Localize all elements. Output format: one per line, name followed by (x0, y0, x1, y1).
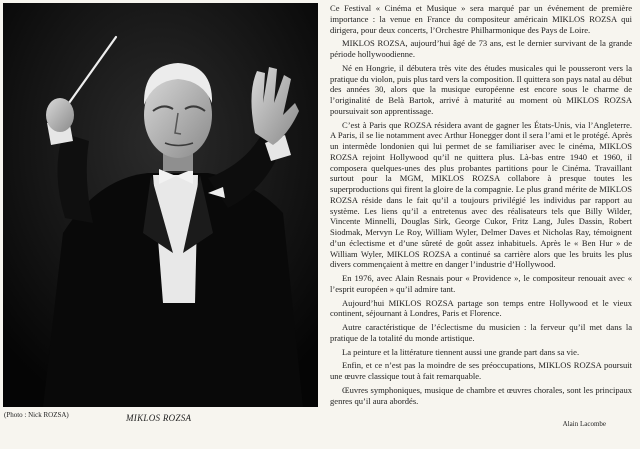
article-paragraph: Enfin, et ce n’est pas la moindre de ses préoccupations, MIKLOS ROZSA poursuit une œuvre classique tout à fait remarquable. (330, 360, 632, 381)
photo-credit: (Photo : Nick ROZSA) (4, 411, 69, 419)
article-paragraph: Aujourd’hui MIKLOS ROZSA partage son temps entre Hollywood et le vieux continent, séjournant à Londres, Paris et Florence. (330, 297, 632, 319)
article-paragraph: C’est à Paris que ROZSA résidera avant de gagner les États-Unis, via l’Angleterre. A Paris, il se lie notamment avec Arthur Honegger dont il sera l’ami et le protégé. Après un intermède londonien qui lui permet de se familiariser avec le cinéma, MIKLOS ROZSA rejoint Hollywood qu’il ne quittera plus. Là-bas entre 1940 et 1960, il composera quelques-unes des plus probantes partitions pour le Cinéma. Travaillant surtout pour la MGM, MIKLOS ROZSA collabore à presque toutes les superproductions qui firent la gloire de la compagnie. Le plus grand mérite de MIKLOS ROZSA réside dans le fait qu’il a toujours privilégié les individus par rapport au système. Les liens qu’il a entretenus avec des réalisateurs tels que Billy Wilder, Vincente Minnelli, Douglas Sirk, George Cukor, Fritz Lang, Jules Dassin, Robert Siodmak, Mervyn Le Roy, William Wyler, Delmer Daves et Nicholas Ray, témoignent d’un éclectisme et d’une sûreté de goût assez inhabituels. Après le « Ben Hur » de William Wyler, MIKLOS ROZSA a continué sa carrière alors que les bruits les plus divers commençaient à mettre en danger l’industrie d’Hollywood. (330, 119, 632, 270)
conductor-illustration (3, 3, 318, 407)
article-paragraph: Œuvres symphoniques, musique de chambre et œuvres chorales, sont les principaux genres qu’il aura abordés. (330, 384, 632, 406)
article-paragraph: Né en Hongrie, il débutera très vite des études musicales qui le pousseront vers la pratique du violon, puis plus tard vers la composition. Il quittera son pays natal au début des années 30, alors que la musique européenne est encore sous le charme de l’originalité de Belà Bartok, arrivé à maturité au moment où MIKLOS ROZSA poursuivait son apprentissage. (330, 62, 632, 116)
article-paragraph: La peinture et la littérature tiennent aussi une grande part dans sa vie. (342, 346, 580, 357)
article-body (330, 3, 632, 409)
article-paragraph: Autre caractéristique de l’éclectisme du musicien : la ferveur qu’il met dans la pratique de la totalité du monde artistique. (330, 322, 632, 343)
photo-caption: MIKLOS ROZSA (126, 413, 192, 423)
article-paragraph: En 1976, avec Alain Resnais pour « Providence », le compositeur renouait avec « l’esprit européen » qu’il admire tant. (330, 273, 632, 294)
article-paragraph: MIKLOS ROZSA, aujourd’hui âgé de 73 ans, est le dernier survivant de la grande période hollywoodienne. (330, 38, 632, 59)
article-author: Alain Lacombe (562, 420, 606, 428)
article-paragraph: Ce Festival « Cinéma et Musique » sera marqué par un événement de première importance : la venue en France du compositeur américain MIKLOS ROZSA qui dirigera, pour deux concerts, l’Orchestre Philharmonique des Pays de Loire. (330, 3, 632, 35)
conductor-photo (3, 3, 318, 407)
